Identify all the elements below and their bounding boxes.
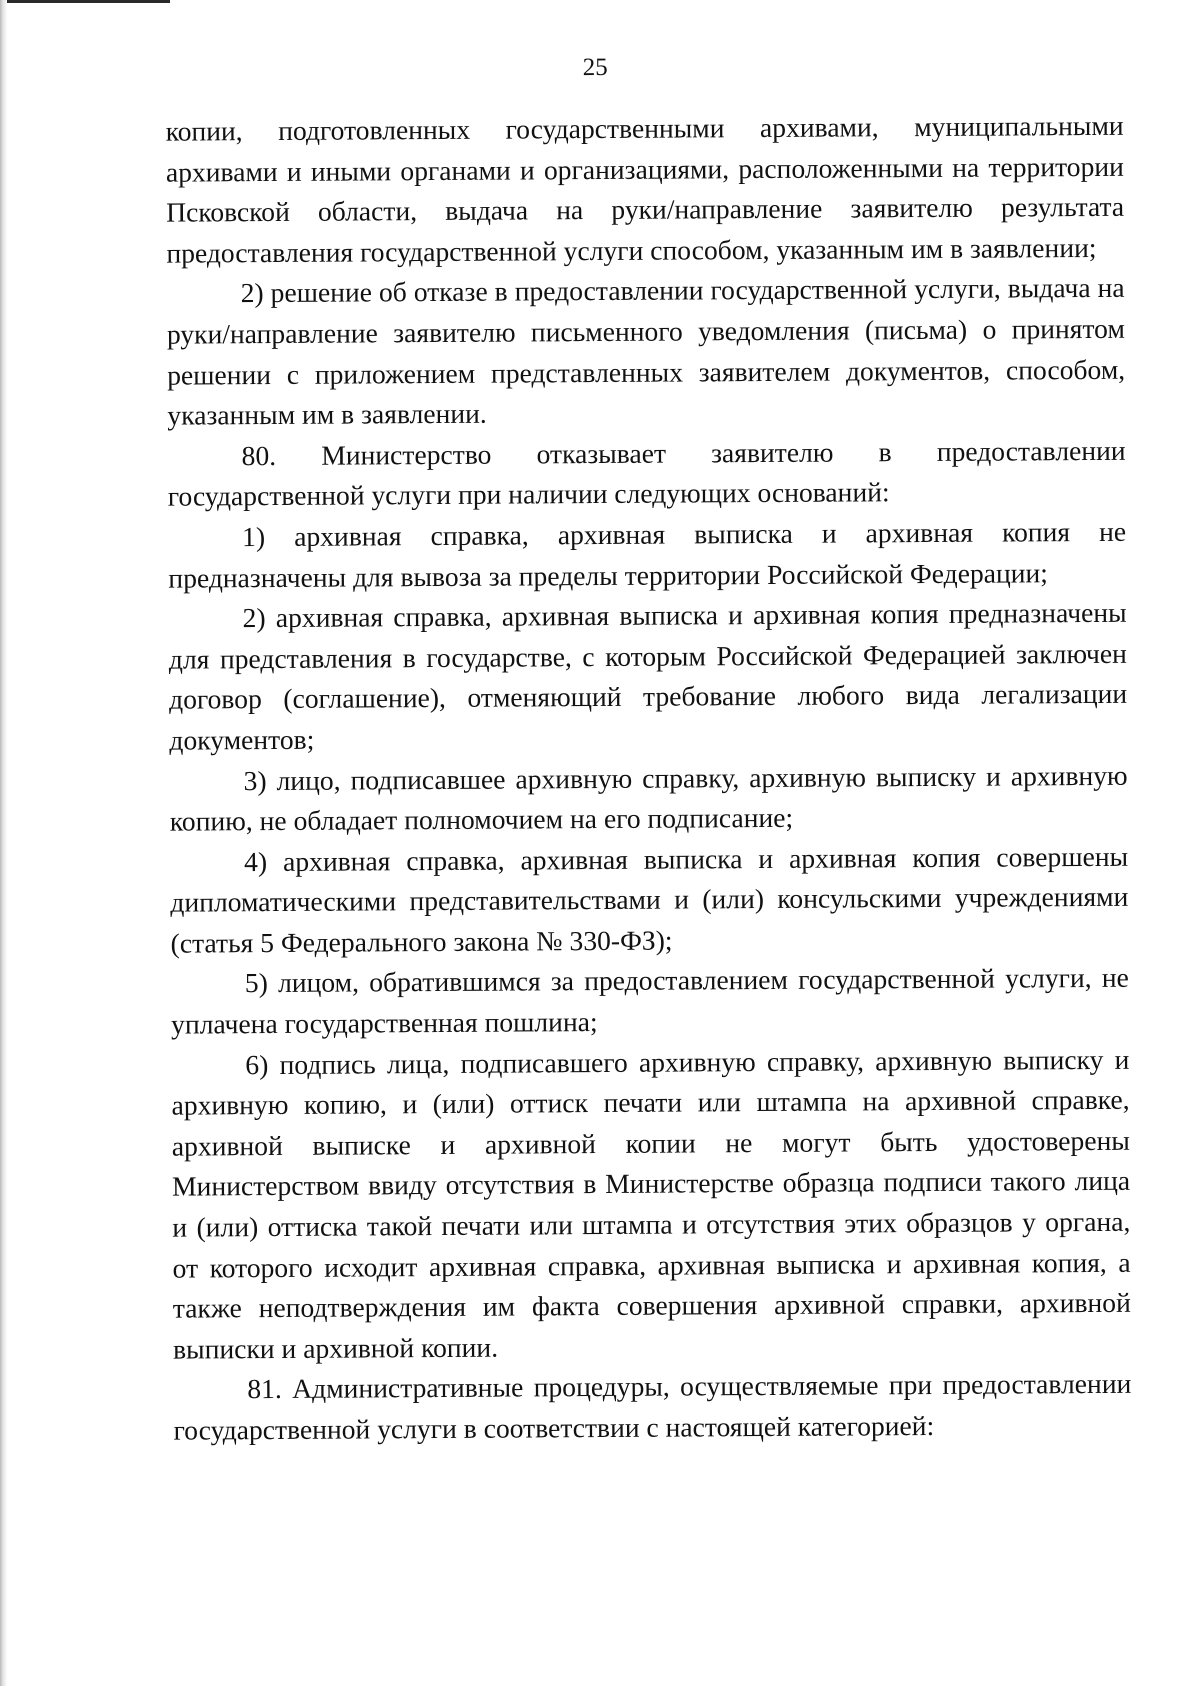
paragraph-80-item-6: 6) подпись лица, подписавшего архивную справку, архивную выписку и архивную копию, и (или) оттиск печати или штампа на архивной справке, архивной выписке и архивной копии не могут быть удостоверены Министерством ввиду отсутствия в Министерстве образца подписи такого лица и (или) оттиска такой печати или штампа и отсутствия этих образцов у органа, от которого исходит архивная справка, архивная выписка и архивная копия, а также неподтверждения им факта совершения архивной справки, архивной выписки и архивной копии. [171,1043,1131,1365]
paragraph-80-item-5: 5) лицом, обратившимся за предоставлением государственной услуги, не уплачена государственная пошлина; [171,962,1129,1040]
document-body [166,106,1132,1451]
paragraph-80-item-4: 4) архивная справка, архивная выписка и архивная копия совершены дипломатическими представительствами и (или) консульскими учреждениями (статья 5 Федерального закона № 330-ФЗ); [170,840,1129,959]
paragraph-80-item-3: 3) лицо, подписавшее архивную справку, архивную выписку и архивную копию, не обладает полномочием на его подписание; [169,759,1128,837]
paragraph-80-item-2: 2) архивная справка, архивная выписка и архивная копия предназначены для представления в государстве, с которым Российской Федерацией заключен договор (соглашение), отменяющий требование любого вида легализации документов; [168,596,1128,756]
paragraph-item-2-refusal-decision: 2) решение об отказе в предоставлении государственной услуги, выдача на руки/направление заявителю письменного уведомления (письма) о принятом решении с приложением представленных заявителем документов, способом, указанным им в заявлении. [166,272,1126,431]
paragraph-80: 80. Министерство отказывает заявителю в предоставлении государственной услуги при наличии следующих оснований: [167,434,1126,512]
paragraph-81: 81. Административные процедуры, осуществляемые при предоставлении государственной услуги в соответствии с настоящей категорией: [173,1368,1132,1446]
paragraph-80-item-1: 1) архивная справка, архивная выписка и архивная копия не предназначены для вывоза за пределы территории Российской Федерации; [168,515,1127,594]
paragraph-continuation: копии, подготовленных государственными архивами, муниципальными архивами и иными органами и организациями, расположенными на территории Псковской области, выдача на руки/направление заявителю результата предоставления государственной услуги способом, указанным им в заявлении; [165,109,1125,269]
page-number: 25 [582,53,608,82]
